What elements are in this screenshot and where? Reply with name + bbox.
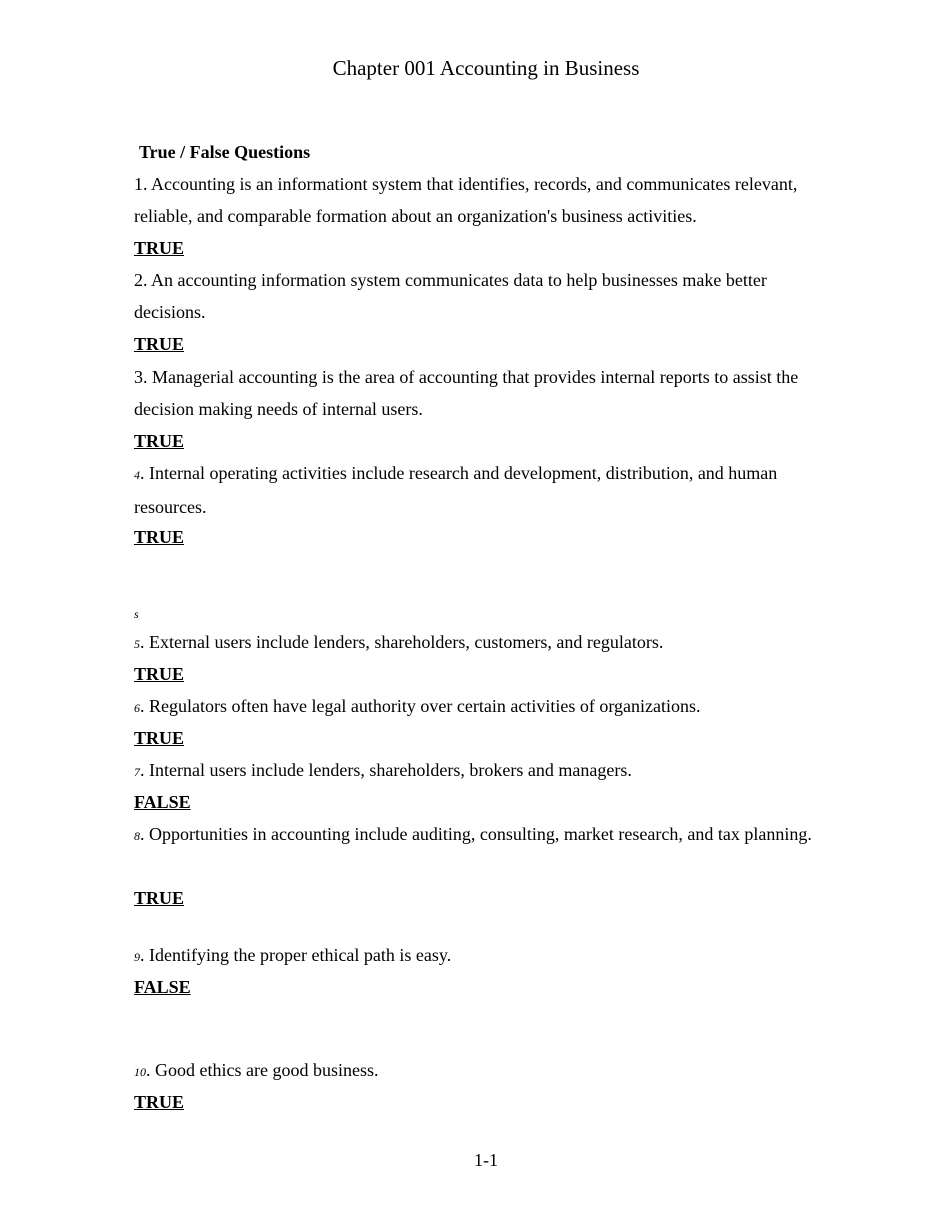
question-number: 6	[134, 701, 140, 715]
question-text: . Good ethics are good business.	[146, 1060, 379, 1080]
question-text: . Identifying the proper ethical path is easy.	[140, 945, 452, 965]
stray-mark: s	[134, 607, 139, 621]
question-3	[134, 361, 834, 425]
question-4	[134, 457, 834, 523]
question-number: 8	[134, 829, 140, 843]
question-text: . Managerial accounting is the area of accounting that provides internal reports to assist the decision making needs of internal users.	[134, 367, 799, 419]
question-text: . An accounting information system communicates data to help businesses make better decisions.	[134, 270, 767, 322]
question-number: 3	[134, 367, 143, 387]
answer-2: TRUE	[134, 334, 185, 354]
answer-7: FALSE	[134, 792, 191, 812]
page-title: Chapter 001 Accounting in Business	[332, 56, 640, 80]
question-2	[134, 264, 834, 328]
question-7	[134, 754, 834, 788]
question-9	[134, 939, 834, 973]
question-6	[134, 690, 834, 724]
question-text: . Accounting is an informationt system that identifies, records, and communicates relevant, reliable, and comparable formation about an organization's business activities.	[134, 174, 798, 226]
answer-8: TRUE	[134, 888, 185, 908]
question-number: 9	[134, 950, 140, 964]
page-number: 1-1	[474, 1150, 498, 1170]
answer-9: FALSE	[134, 977, 191, 997]
question-1	[134, 168, 834, 232]
answer-4: TRUE	[134, 527, 185, 547]
question-number: 5	[134, 637, 140, 651]
question-text: . Internal operating activities include research and development, distribution, and human resources.	[134, 463, 778, 517]
question-text: . Opportunities in accounting include auditing, consulting, market research, and tax planning.	[140, 824, 812, 844]
question-10	[134, 1054, 834, 1088]
question-text: . Internal users include lenders, shareholders, brokers and managers.	[140, 760, 632, 780]
question-8	[134, 818, 834, 852]
answer-3: TRUE	[134, 431, 185, 451]
question-number: 1	[134, 174, 143, 194]
question-number: 2	[134, 270, 143, 290]
answer-5: TRUE	[134, 664, 185, 684]
section-heading: True / False Questions	[139, 142, 311, 162]
question-text: . External users include lenders, shareholders, customers, and regulators.	[140, 632, 664, 652]
question-text: . Regulators often have legal authority over certain activities of organizations.	[140, 696, 701, 716]
question-number: 7	[134, 765, 140, 779]
answer-6: TRUE	[134, 728, 185, 748]
question-number: 4	[134, 468, 140, 482]
answer-1: TRUE	[134, 238, 185, 258]
question-5	[134, 626, 834, 660]
question-number: 10	[134, 1065, 146, 1079]
answer-10: TRUE	[134, 1092, 185, 1112]
